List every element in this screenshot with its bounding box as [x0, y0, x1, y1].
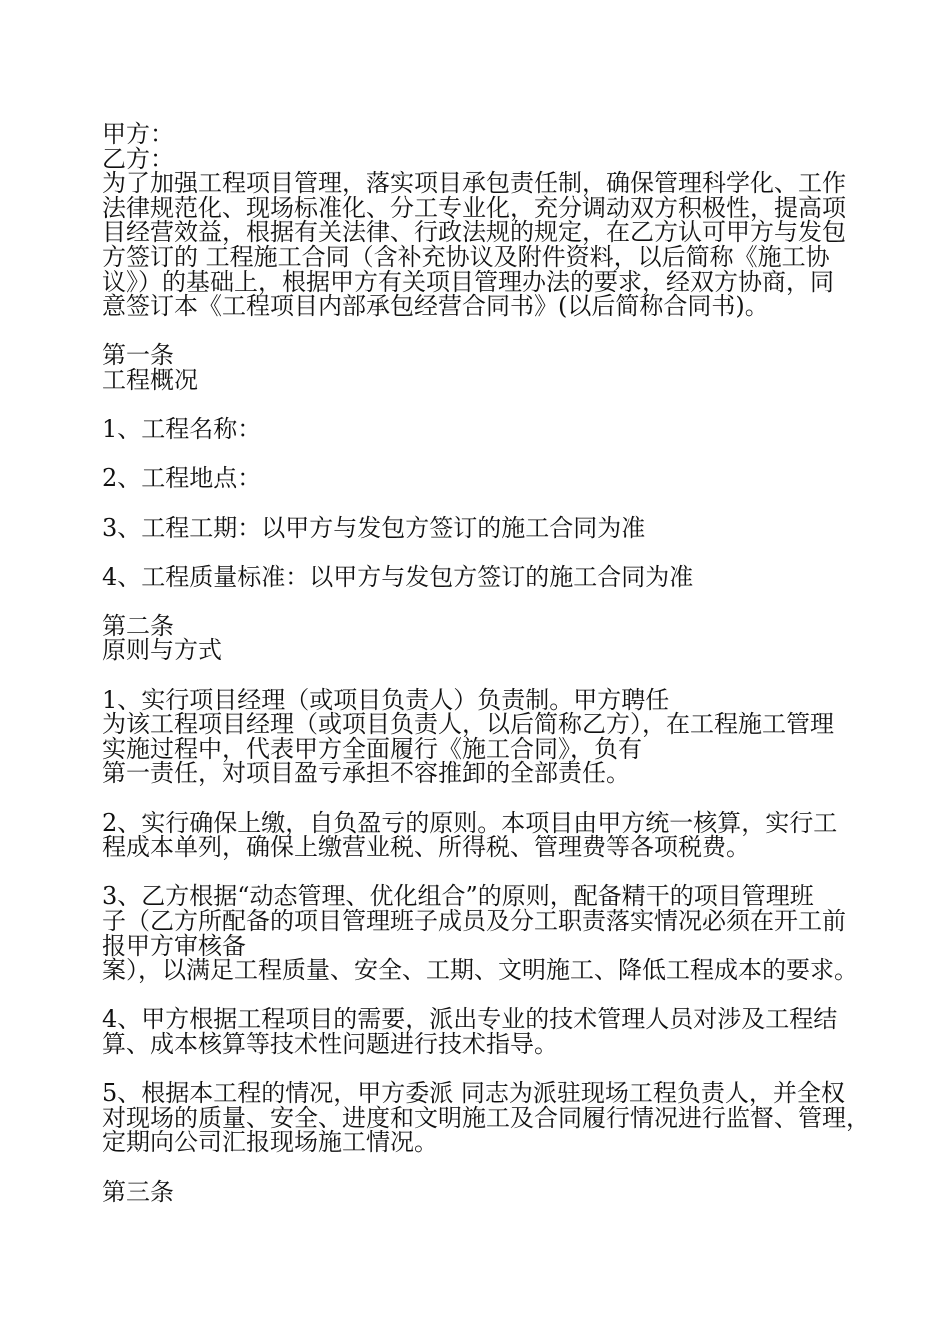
paragraph-line: 案），以满足工程质量、安全、工期、文明施工、降低工程成本的要求。 [102, 956, 858, 985]
intro-line: 为了加强工程项目管理，落实项目承包责任制，确保管理科学化、工作 [102, 169, 846, 198]
intro-line: 议》）的基础上，根据甲方有关项目管理办法的要求，经双方协商，同 [102, 267, 834, 296]
intro-line: 意签订本《工程项目内部承包经营合同书》(以后简称合同书)。 [102, 292, 769, 321]
paragraph-line: 3、乙方根据“动态管理、优化组合”的原则，配备精干的项目管理班 [102, 882, 814, 911]
article-2-item-3 [102, 882, 862, 985]
article-1-item: 1、工程名称： [102, 415, 262, 444]
contract-page [102, 120, 870, 1206]
party-a-label: 甲方： [102, 120, 174, 148]
article-2-item-4 [102, 1007, 862, 1056]
paragraph-line: 实施过程中，代表甲方全面履行《施工合同》，负有 [102, 734, 642, 763]
intro-line: 目经营效益，根据有关法律、行政法规的规定，在乙方认可甲方与发包 [102, 218, 846, 247]
article-1-item: 4、工程质量标准：以甲方与发包方签订的施工合同为准 [102, 562, 694, 591]
article-1-title: 工程概况 [102, 365, 198, 394]
paragraph-line: 程成本单列，确保上缴营业税、所得税、管理费等各项税费。 [102, 833, 750, 862]
paragraph-line: 对现场的质量、安全、进度和文明施工及合同履行情况进行监督、管理， [102, 1103, 870, 1132]
paragraph-line: 报甲方审核备 [102, 931, 246, 960]
article-1-item: 3、工程工期：以甲方与发包方签订的施工合同为准 [102, 513, 646, 542]
article-2-item-2 [102, 808, 862, 862]
party-b-label: 乙方： [102, 144, 174, 173]
paragraph-line: 为该工程项目经理（或项目负责人，以后简称乙方），在工程施工管理 [102, 710, 834, 739]
intro-line: 方签订的 工程施工合同（含补充协议及附件资料，以后简称《施工协 [102, 242, 830, 271]
article-2-item-1 [102, 685, 862, 788]
paragraph-line: 4、甲方根据工程项目的需要，派出专业的技术管理人员对涉及工程结 [102, 1005, 838, 1034]
intro-line: 法律规范化、现场标准化、分工专业化，充分调动双方积极性，提高项 [102, 193, 846, 222]
article-1-number: 第一条 [102, 341, 174, 370]
intro-paragraph [102, 171, 862, 319]
paragraph-line: 定期向公司汇报现场施工情况。 [102, 1128, 438, 1157]
article-2-title: 原则与方式 [102, 636, 222, 665]
article-2-number: 第二条 [102, 611, 174, 640]
paragraph-line: 子（乙方所配备的项目管理班子成员及分工职责落实情况必须在开工前 [102, 907, 846, 935]
paragraph-line: 第一责任，对项目盈亏承担不容推卸的全部责任。 [102, 759, 630, 788]
paragraph-line: 1、实行项目经理（或项目负责人）负责制。甲方聘任 [102, 685, 670, 714]
article-3-number: 第三条 [102, 1177, 174, 1206]
paragraph-line: 5、根据本工程的情况，甲方委派 同志为派驻现场工程负责人，并全权 [102, 1079, 845, 1108]
paragraph-line: 2、实行确保上缴，自负盈亏的原则。本项目由甲方统一核算，实行工 [102, 808, 838, 837]
paragraph-line: 算、成本核算等技术性问题进行技术指导。 [102, 1029, 558, 1058]
article-1-item: 2、工程地点： [102, 464, 262, 493]
article-2-item-5 [102, 1079, 870, 1157]
